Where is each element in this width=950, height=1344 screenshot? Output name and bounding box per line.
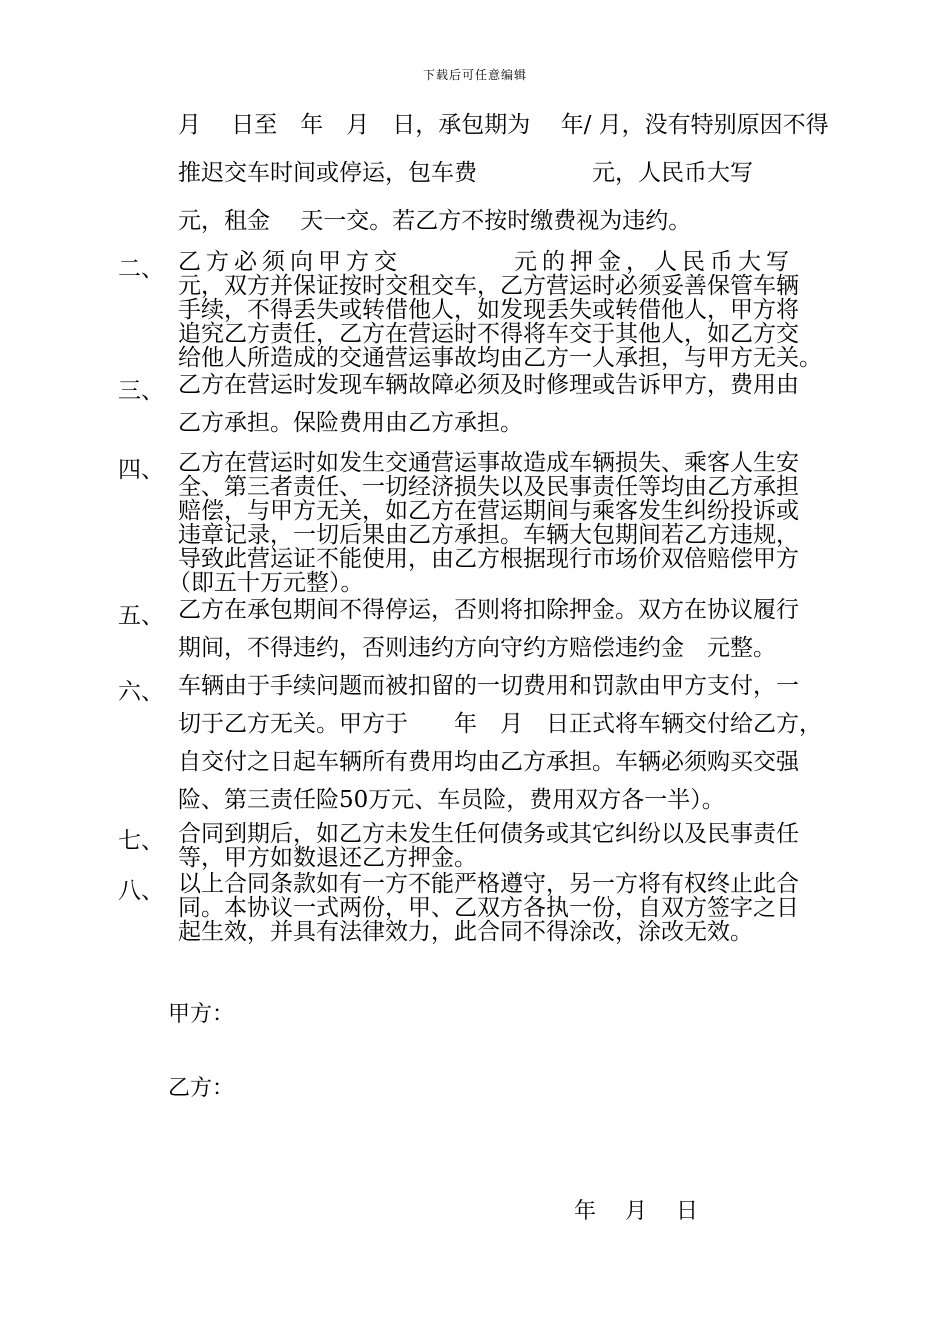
- party-b-signature-label: 乙方：: [168, 1076, 235, 1101]
- clause-number: 二、: [118, 256, 164, 282]
- text-line: 导致此营运证不能使用，由乙方根据现行市场价双倍赔偿甲方: [178, 546, 799, 572]
- text-line: 以上合同条款如有一方不能严格遵守，另一方将有权终止此合: [178, 871, 799, 897]
- text-line: 期间，不得违约，否则违约方向守约方赔偿违约金 元整。: [178, 635, 776, 661]
- clause-5: [178, 597, 832, 661]
- text-line: 违章记录，一切后果由乙方承担。车辆大包期间若乙方违规，: [178, 522, 799, 548]
- clause-number: 六、: [118, 679, 164, 705]
- text-line: 乙方在营运时发现车辆故障必须及时修理或告诉甲方，费用由: [178, 372, 799, 398]
- text-line: 等，甲方如数退还乙方押金。: [178, 845, 477, 871]
- text-line: 同。本协议一式两份，甲、乙双方各执一份，自双方签字之日: [178, 895, 799, 921]
- text-line: 乙方在承包期间不得停运，否则将扣除押金。双方在协议履行: [178, 597, 799, 623]
- text-line: 元，租金 天一交。若乙方不按时缴费视为违约。: [178, 208, 692, 234]
- text-line: 乙方必须向甲方交 元的押金，人民币大写: [178, 249, 794, 275]
- text-line: 推迟交车时间或停运，包车费 元，人民币大写: [178, 160, 753, 186]
- text-line: 切于乙方无关。甲方于 年 月 日正式将车辆交付给乙方，: [178, 711, 822, 737]
- text-line: 险、第三责任险50万元、车员险，费用双方各一半）。: [178, 787, 725, 813]
- clause-number: 八、: [118, 878, 164, 904]
- text-line: 乙方承担。保险费用由乙方承担。: [178, 410, 523, 436]
- text-line: 车辆由于手续问题而被扣留的一切费用和罚款由甲方支付，一: [178, 673, 799, 699]
- text-line: 元，双方并保证按时交租交车，乙方营运时必须妥善保管车辆: [178, 273, 799, 299]
- clause-number: 三、: [118, 378, 164, 404]
- clause-7: [178, 822, 832, 870]
- clause-4: [168, 450, 832, 596]
- text-line: 乙方在营运时如发生交通营运事故造成车辆损失、乘客人生安: [178, 450, 799, 476]
- clause-2: [178, 250, 832, 370]
- clause-3: [178, 372, 832, 436]
- signature-date: 年 月 日: [574, 1199, 698, 1224]
- text-line: 手续，不得丢失或转借他人，如发现丢失或转借他人，甲方将: [178, 297, 799, 323]
- text-line: （即五十万元整）。: [168, 570, 364, 596]
- text-line: 合同到期后，如乙方未发生任何债务或其它纠纷以及民事责任: [178, 821, 799, 847]
- intro-paragraph: [178, 106, 832, 240]
- clause-number: 四、: [118, 457, 164, 483]
- text-line: 自交付之日起车辆所有费用均由乙方承担。车辆必须购买交强: [178, 749, 799, 775]
- text-line: 月 日至 年 月 日，承包期为 年/ 月，没有特别原因不得: [178, 112, 829, 138]
- clause-8: [178, 872, 832, 944]
- page-header: 下载后可任意编辑: [422, 68, 527, 82]
- party-a-signature-label: 甲方：: [168, 1002, 235, 1027]
- clause-number: 五、: [118, 603, 164, 629]
- clause-6: [178, 673, 832, 813]
- clause-number: 七、: [118, 828, 164, 854]
- text-line: 起生效，并具有法律效力，此合同不得涂改，涂改无效。: [178, 919, 753, 945]
- text-line: 赔偿，与甲方无关，如乙方在营运期间与乘客发生纠纷投诉或: [178, 498, 799, 524]
- text-line: 全、第三者责任、一切经济损失以及民事责任等均由乙方承担: [178, 474, 799, 500]
- text-line: 追究乙方责任，乙方在营运时不得将车交于其他人，如乙方交: [178, 321, 799, 347]
- text-line: 给他人所造成的交通营运事故均由乙方一人承担，与甲方无关。: [178, 345, 822, 371]
